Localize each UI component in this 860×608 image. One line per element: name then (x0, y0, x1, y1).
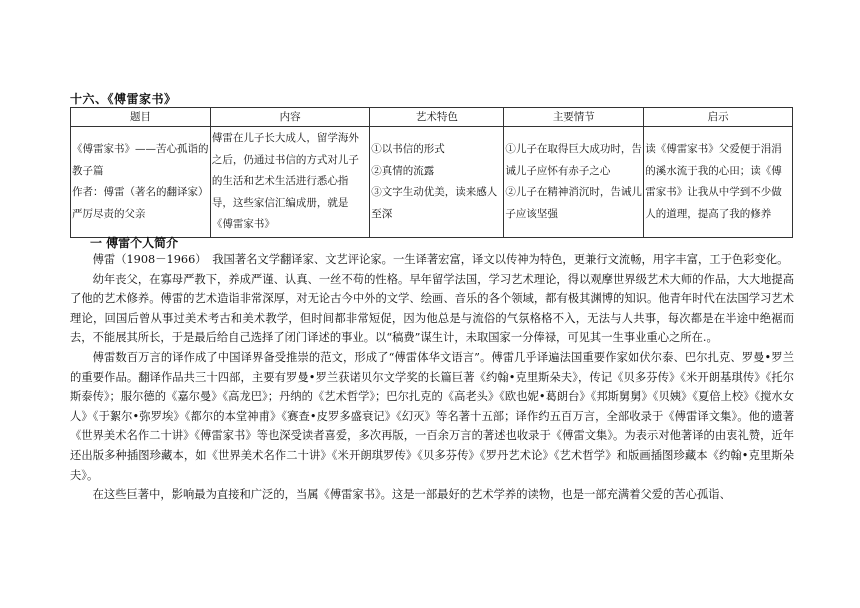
paragraph-4: 在这些巨著中，影响最为直接和广泛的，当属《傅雷家书》。这是一部最好的艺术学养的读物，也是一部充满着父爱的苦心孤诣、 (92, 488, 731, 502)
insight-text: 读《傅雷家书》父爱便于涓涓的溪水流于我的心田；读《傅雷家书》让我从中学到不少做人的道理，提高了我的修养 (645, 143, 782, 220)
plot-2: ②儿子在精神消沉时，告诫儿子应该坚强 (505, 186, 642, 220)
cell-insight (644, 127, 793, 238)
subsection-title: 一 傅雷个人简介 (90, 236, 179, 250)
header-content: 内容 (210, 108, 369, 127)
table-row (71, 127, 793, 238)
paragraph-3: 傅雷数百万言的译作成了中国译界备受推崇的范文，形成了“傅雷体华文语言”。傅雷几乎译遍法国重要作家如伏尔泰、巴尔扎克、罗曼•罗兰的重要作品。翻译作品共三十四部，主要有罗曼•罗兰获诺贝尔文学奖的长篇巨著《约翰•克里斯朵夫》，传记《贝多芬传》《米开朗基琪传》《托尔斯泰传》；服尔德的《嘉尔曼》《高龙巴》；丹纳的《艺术哲学》；巴尔扎克的《高老头》《欧也妮•葛朗台》《邦斯舅舅》《贝姨》《夏倍上校》《搅水女人》《于絮尔•弥罗埃》《都尔的本堂神甫》《赛查•皮罗多盛衰记》《幻灭》等名著十五部；译作约五百万言，全部收录于《傅雷译文集》。他的遗著《世界美术名作二十讲》《傅雷家书》等也深受读者喜爱，多次再版，一百余万言的著述也收录于《傅雷文集》。为表示对他著译的由衷礼赞，近年还出版多种插图珍藏本，如《世界美术名作二十讲》《米开朗琪罗传》《贝多芬传》《罗丹艺术论》《艺术哲学》和版画插图珍藏本《约翰•克里斯朵夫》。 (70, 350, 795, 482)
plot-1: ①儿子在取得巨大成功时，告诫儿子应怀有赤子之心 (505, 143, 642, 177)
paragraph-1: 傅雷（1908－1966） 我国著名文学翻译家、文艺评论家。一生译著宏富，译文以传神为特色，更兼行文流畅，用字丰富，工于色彩变化。 (92, 253, 789, 266)
summary-table (70, 107, 793, 238)
biography-body (70, 250, 794, 505)
cell-features (370, 127, 504, 238)
feature-2: ②真情的流露 (371, 164, 435, 177)
feature-3: ③文字生动优美，读来感人至深 (371, 186, 498, 220)
section-title: 十六、《傅雷家书》 (70, 92, 177, 106)
cell-plot (504, 127, 644, 238)
title-line-1: 《傅雷家书》——苦心孤诣的教子篇 (72, 143, 209, 177)
header-insight: 启示 (644, 108, 793, 127)
paragraph-2: 幼年丧父，在寡母严教下，养成严谨、认真、一丝不苟的性格。早年留学法国，学习艺术理论，得以观摩世界级艺术大师的作品，大大地提高了他的艺术修养。傅雷的艺术造诣非常深厚，对无论古今中外的文学、绘画、音乐的各个领域，都有极其渊博的知识。他青年时代在法国学习艺术理论，回国后曾从事过美术考古和美术教学，但时间都非常短促，因为他总是与流俗的气氛格格不入，无法与人共事，每次都是在半途中绝裾而去，不能展其所长，于是最后给自己选择了闭门译述的事业。以“稿费”谋生计，未取国家一分俸禄，可见其一生事业重心之所在.。 (70, 272, 794, 345)
cell-content (210, 127, 369, 238)
table-header-row (71, 108, 793, 127)
title-line-2: 作者：傅雷（著名的翻译家） (72, 186, 209, 198)
header-title: 题目 (71, 108, 211, 127)
cell-title (71, 127, 211, 238)
header-plot: 主要情节 (504, 108, 644, 127)
content-text: 傅雷在儿子长大成人，留学海外之后，仍通过书信的方式对儿子的生活和艺术生活进行悉心指导，这些家信汇编成册，就是《傅雷家书》 (211, 132, 359, 231)
header-features: 艺术特色 (370, 108, 504, 127)
title-line-3: 严厉尽责的父亲 (72, 207, 146, 220)
feature-1: ①以书信的形式 (371, 143, 445, 155)
